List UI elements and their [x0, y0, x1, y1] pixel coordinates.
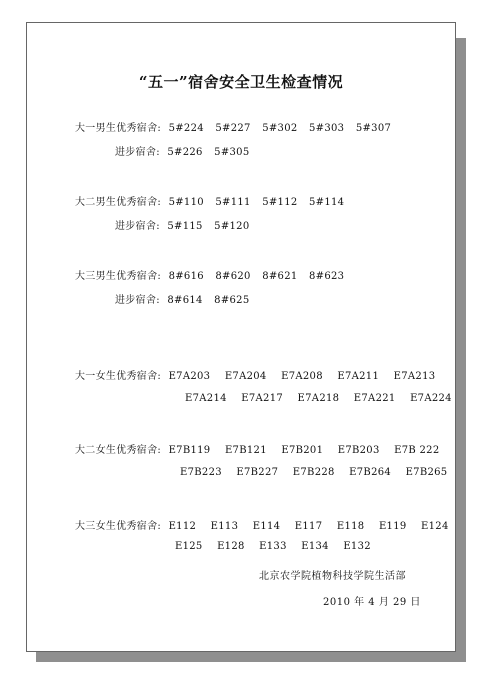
- room-code: 8#621: [262, 271, 298, 282]
- male-y3-excellent: [75, 267, 352, 282]
- room-code: E7A214: [185, 393, 227, 404]
- room-code: E133: [259, 541, 287, 552]
- room-code: E119: [378, 521, 407, 532]
- male-y2-progress: [115, 217, 258, 232]
- female-y3-label: 大三女生优秀宿舍:: [75, 521, 162, 532]
- document-title: “五一”宿舍安全卫生检查情况: [138, 73, 344, 91]
- room-code: 5#110: [168, 197, 204, 208]
- room-code: E7B265: [405, 467, 448, 478]
- female-y1-line2: [185, 393, 463, 404]
- male-y1-excellent: [75, 119, 399, 134]
- room-code: E7B264: [349, 467, 392, 478]
- document-page: [26, 22, 456, 652]
- room-code: 5#120: [214, 221, 250, 232]
- room-code: E7A221: [353, 393, 396, 404]
- male-y2-excellent: [75, 193, 352, 208]
- room-code: E7B121: [224, 445, 267, 456]
- room-code: E7A204: [224, 371, 267, 382]
- female-y3-line1: [75, 517, 460, 532]
- female-y2-label: 大二女生优秀宿舍:: [75, 445, 162, 456]
- room-code: E124: [421, 521, 449, 532]
- female-y2-line2: [180, 467, 458, 478]
- room-code: 5#303: [309, 123, 345, 134]
- room-code: E7A203: [168, 371, 211, 382]
- male-y3-progress: [115, 291, 258, 306]
- room-code: E118: [336, 521, 365, 532]
- female-y1-line1: [75, 367, 446, 382]
- room-code: 8#620: [215, 271, 251, 282]
- signature-org: 北京农学院植物科技学院生活部: [259, 571, 406, 582]
- male-y1-excellent-label: 大一男生优秀宿舍:: [75, 123, 162, 134]
- room-code: E7B227: [236, 467, 279, 478]
- room-code: 5#305: [214, 147, 250, 158]
- female-y2-line1: [75, 441, 451, 456]
- room-code: E7A208: [281, 371, 323, 382]
- room-code: 5#224: [168, 123, 204, 134]
- room-code: 8#623: [309, 271, 345, 282]
- room-code: E112: [168, 521, 197, 532]
- room-code: 5#115: [167, 221, 203, 232]
- room-code: E7A217: [241, 393, 284, 404]
- room-code: E134: [301, 541, 329, 552]
- female-y3-line2: [175, 541, 382, 552]
- room-code: E7A213: [393, 371, 436, 382]
- signature-date: 2010 年 4 月 29 日: [323, 597, 421, 608]
- room-code: 5#114: [309, 197, 345, 208]
- room-code: E7B119: [168, 445, 211, 456]
- room-code: 5#226: [167, 147, 203, 158]
- room-code: E7B223: [180, 467, 222, 478]
- room-code: E113: [210, 521, 239, 532]
- room-code: 5#307: [355, 123, 392, 134]
- room-code: E7B228: [292, 467, 335, 478]
- male-y1-progress: [115, 143, 258, 158]
- room-code: E7B 222: [394, 445, 440, 456]
- room-code: E7A224: [410, 393, 452, 404]
- male-y3-excellent-label: 大三男生优秀宿舍:: [75, 271, 162, 282]
- room-code: 5#112: [262, 197, 298, 208]
- room-code: E7B203: [337, 445, 380, 456]
- room-code: 5#227: [215, 123, 251, 134]
- female-y1-label: 大一女生优秀宿舍:: [75, 371, 162, 382]
- male-y1-progress-label: 进步宿舍:: [115, 147, 160, 158]
- room-code: E128: [217, 541, 245, 552]
- room-code: E125: [175, 541, 203, 552]
- room-code: 8#625: [214, 295, 250, 306]
- room-code: 8#616: [168, 271, 204, 282]
- room-code: E7B201: [281, 445, 324, 456]
- room-code: E114: [252, 521, 281, 532]
- room-code: E7A211: [337, 371, 380, 382]
- room-code: 8#614: [167, 295, 203, 306]
- room-code: E117: [294, 521, 323, 532]
- male-y2-excellent-label: 大二男生优秀宿舍:: [75, 197, 162, 208]
- room-code: 5#111: [215, 197, 251, 208]
- room-code: 5#302: [262, 123, 298, 134]
- male-y2-progress-label: 进步宿舍:: [115, 221, 160, 232]
- room-code: E7A218: [297, 393, 340, 404]
- room-code: E132: [343, 541, 371, 552]
- male-y3-progress-label: 进步宿舍:: [115, 295, 160, 306]
